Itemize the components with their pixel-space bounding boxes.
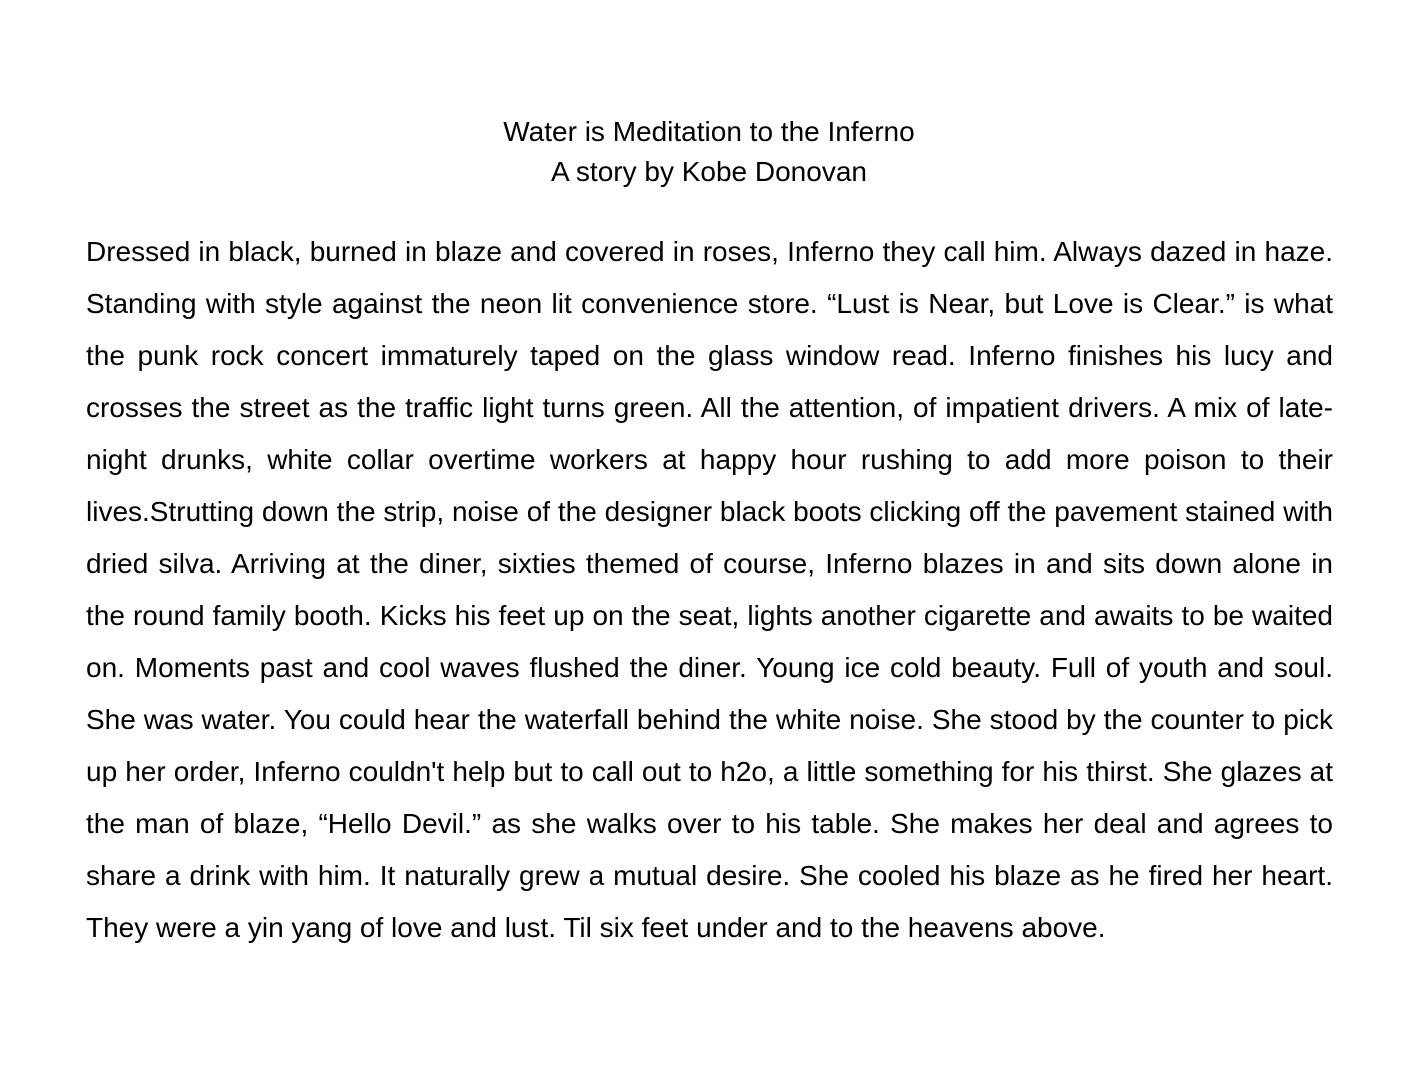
document-byline: A story by Kobe Donovan: [551, 156, 867, 187]
story-paragraph: Dressed in black, burned in blaze and covered in roses, Inferno they call him. Always dazed in haze. Standing with style against the neon lit convenience store. “Lust is Near, but Love is Clear.” is what the punk rock concert immaturely taped on the glass window read. Inferno finishes his lucy and crosses the street as the traffic light turns green. All the attention, of impatient drivers. A mix of late-night drunks, white collar overtime workers at happy hour rushing to add more poison to their lives.Strutting down the strip, noise of the designer black boots clicking off the pavement stained with dried silva. Arriving at the diner, sixties themed of course, Inferno blazes in and sits down alone in the round family booth. Kicks his feet up on the seat, lights another cigarette and awaits to be waited on. Moments past and cool waves flushed the diner. Young ice cold beauty. Full of youth and soul. She was water. You could hear the waterfall behind the white noise. She stood by the counter to pick up her order, Inferno couldn't help but to call out to h2o, a little something for his thirst. She glazes at the man of blaze, “Hello Devil.” as she walks over to his table. She makes her deal and agrees to share a drink with him. It naturally grew a mutual desire. She cooled his blaze as he fired her heart. They were a yin yang of love and lust. Til six feet under and to the heavens above.: [86, 236, 1333, 943]
title-block: [0, 112, 1418, 192]
document-title: Water is Meditation to the Inferno: [503, 116, 915, 147]
